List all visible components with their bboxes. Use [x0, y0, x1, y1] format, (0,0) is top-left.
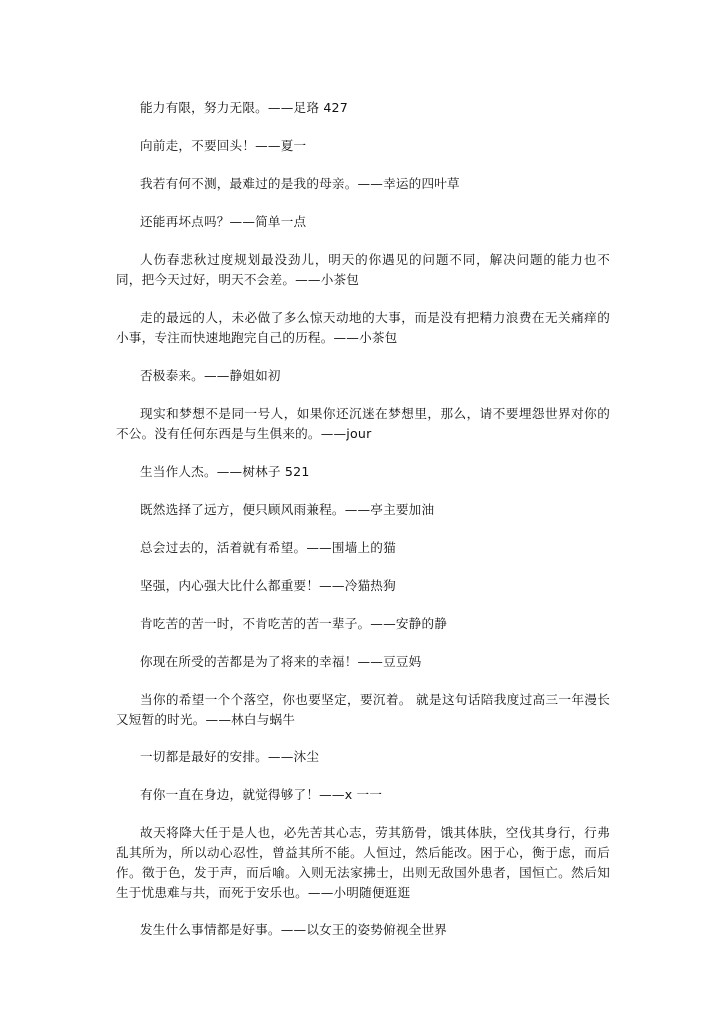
quote-paragraph: 发生什么事情都是好事。——以女王的姿势俯视全世界 — [140, 922, 448, 937]
quote-paragraph: 向前走，不要回头！——夏一 — [140, 138, 307, 153]
quote-paragraph: 当你的希望一个个落空，你也要坚定，要沉着。 就是这句话陪我度过高三一年漫长又短暂的时光。——林白与蜗牛 — [116, 692, 610, 727]
quote-paragraph: 人伤春悲秋过度规划最没劲儿，明天的你遇见的问题不同，解决问题的能力也不同，把今天过好，明天不会差。——小茶包 — [116, 252, 610, 287]
quote-paragraph: 否极泰来。——静姐如初 — [140, 368, 281, 383]
quote-paragraph: 肯吃苦的苦一时，不肯吃苦的苦一辈子。——安静的静 — [140, 616, 448, 631]
quote-paragraph: 总会过去的，活着就有希望。——围墙上的猫 — [140, 540, 396, 555]
quote-paragraph: 还能再坏点吗？——简单一点 — [140, 214, 307, 229]
quote-paragraph: 故天将降大任于是人也，必先苦其心志，劳其筋骨，饿其体肤，空伐其身行，行弗乱其所为，所以动心忍性，曾益其所不能。人恒过，然后能改。困于心，衡于虑，而后作。徵于色，发于声，而后喻。入则无法家拂士，出则无敌国外患者，国恒亡。然后知生于忧患难与共，而死于安乐也。——小明随便逛逛 — [116, 825, 610, 900]
quote-paragraph: 一切都是最好的安排。——沐尘 — [140, 749, 320, 764]
quote-paragraph: 有你一直在身边，就觉得够了！——x 一一 — [140, 787, 383, 802]
quote-paragraph: 既然选择了远方，便只顾风雨兼程。——亭主要加油 — [140, 502, 435, 517]
quote-paragraph: 你现在所受的苦都是为了将来的幸福！——豆豆妈 — [140, 654, 422, 669]
quote-paragraph: 能力有限，努力无限。——足珞 427 — [140, 100, 348, 115]
quote-list — [116, 98, 610, 940]
quote-paragraph: 我若有何不测，最难过的是我的母亲。——幸运的四叶草 — [140, 176, 460, 191]
quote-paragraph: 生当作人杰。——树林子 521 — [140, 464, 310, 479]
quote-paragraph: 走的最远的人，未必做了多么惊天动地的大事，而是没有把精力浪费在无关痛痒的小事，专注而快速地跑完自己的历程。——小茶包 — [116, 310, 610, 345]
quote-paragraph: 现实和梦想不是同一号人，如果你还沉迷在梦想里，那么，请不要埋怨世界对你的不公。没有任何东西是与生俱来的。——jour — [116, 406, 610, 441]
quote-paragraph: 坚强，内心强大比什么都重要！——冷猫热狗 — [140, 578, 396, 593]
